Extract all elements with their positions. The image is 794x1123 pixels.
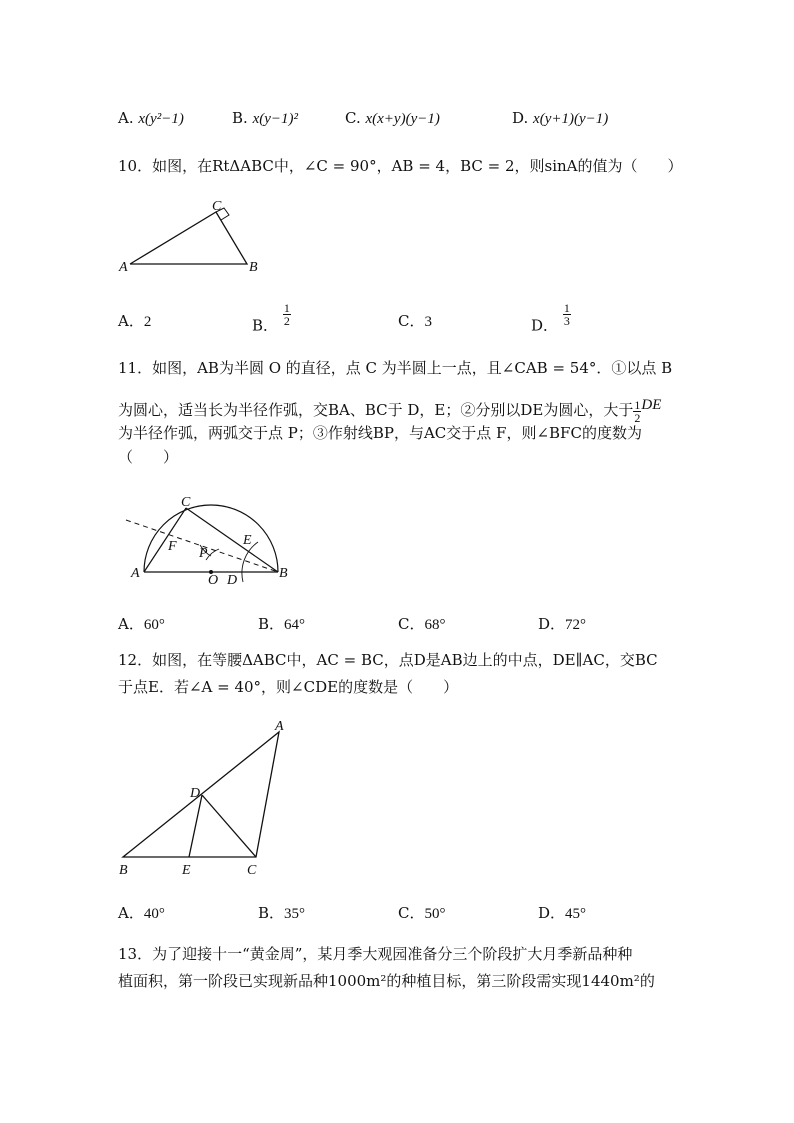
fraction-one-third: $\frac{1}{3}$ [563, 301, 570, 328]
q11-text-line3: 为半径作弧，两弧交于点 P；③作射线BP，与AC交于点 F，则∠BFC的度数为 [118, 424, 642, 442]
q10-label-a: A [119, 260, 128, 275]
q12-label-e: E [182, 863, 191, 878]
option-value: 35° [284, 906, 306, 922]
option-expression: x(y+1)(y−1) [533, 111, 609, 127]
option-letter: D. [512, 109, 529, 127]
q11-label-e: E [243, 533, 252, 548]
option-letter: A． [118, 615, 144, 633]
q12-option-d [538, 903, 586, 924]
q11-text-line1: 11．如图，AB为半圆 O 的直径，点 C 为半圆上一点，且∠CAB = 54°．①以点 B [118, 359, 673, 377]
q13-text-line1: 13．为了迎接十一“黄金周”，某月季大观园准备分三个阶段扩大月季新品种种 [118, 945, 633, 963]
option-letter: C． [398, 312, 425, 330]
option-letter: B． [252, 316, 279, 335]
q12-label-a: A [275, 719, 284, 734]
q11-label-f: F [168, 539, 177, 554]
option-value: 45° [565, 906, 587, 922]
option-letter: D． [538, 904, 566, 922]
q12-label-c: C [247, 863, 257, 878]
fraction-one-half: $\frac{1}{2}$ [283, 301, 290, 328]
q10-question-text: 10．如图，在RtΔABC中，∠C = 90°，AB = 4，BC = 2，则sinA的值为（ ） [118, 157, 683, 175]
option-letter: D． [538, 615, 566, 633]
option-value: 2 [143, 314, 152, 330]
option-value: 60° [143, 617, 165, 633]
option-letter: C． [398, 615, 425, 633]
option-letter: B． [258, 904, 285, 922]
q12-text-line1: 12．如图，在等腰ΔABC中，AC = BC，点D是AB边上的中点，DE∥AC，交BC [118, 651, 658, 669]
option-value: 72° [565, 617, 587, 633]
q11-text-line2-main: 为圆心，适当长为半径作弧，交BA、BC于 D，E；②分别以DE为圆心，大于 [118, 401, 634, 419]
option-value: 64° [284, 617, 306, 633]
q10-label-c: C [212, 199, 222, 214]
q13-text-line2: 植面积，第一阶段已实现新品种1000m²的种植目标，第三阶段需实现1440m²的 [118, 972, 655, 990]
q11-label-c: C [181, 495, 191, 510]
q11-text-line4: （ ） [118, 448, 179, 466]
q12-label-b: B [119, 863, 128, 878]
q12-option-b [258, 903, 305, 924]
q11-label-b: B [279, 566, 288, 581]
option-value: 40° [143, 906, 165, 922]
option-letter: B． [258, 615, 285, 633]
option-letter: B. [232, 109, 248, 127]
option-letter: C． [398, 904, 425, 922]
option-expression: x(y−1)² [252, 111, 299, 127]
option-value: 68° [424, 617, 446, 633]
q11-label-d: D [227, 573, 238, 588]
q10-label-b: B [249, 260, 258, 275]
q11-label-o: O [208, 573, 219, 588]
option-letter: A． [118, 904, 144, 922]
q11-text-de: DE [641, 397, 662, 413]
option-expression: x(x+y)(y−1) [365, 111, 440, 127]
option-value: 50° [424, 906, 446, 922]
q11-label-p: P [199, 546, 208, 561]
option-letter: A． [118, 312, 144, 330]
option-value: 3 [424, 314, 432, 330]
q11-label-a: A [131, 566, 140, 581]
option-letter: C. [345, 109, 361, 127]
option-letter: A. [118, 109, 134, 127]
fraction-one-half: $\frac{1}{2}$ [634, 397, 641, 425]
q12-option-a [118, 903, 165, 924]
q12-label-d: D [190, 786, 201, 801]
option-letter: D． [531, 316, 559, 335]
q12-option-c [398, 903, 445, 924]
q12-text-line2: 于点E．若∠A = 40°，则∠CDE的度数是（ ） [118, 678, 459, 696]
option-expression: x(y²−1) [138, 111, 184, 127]
